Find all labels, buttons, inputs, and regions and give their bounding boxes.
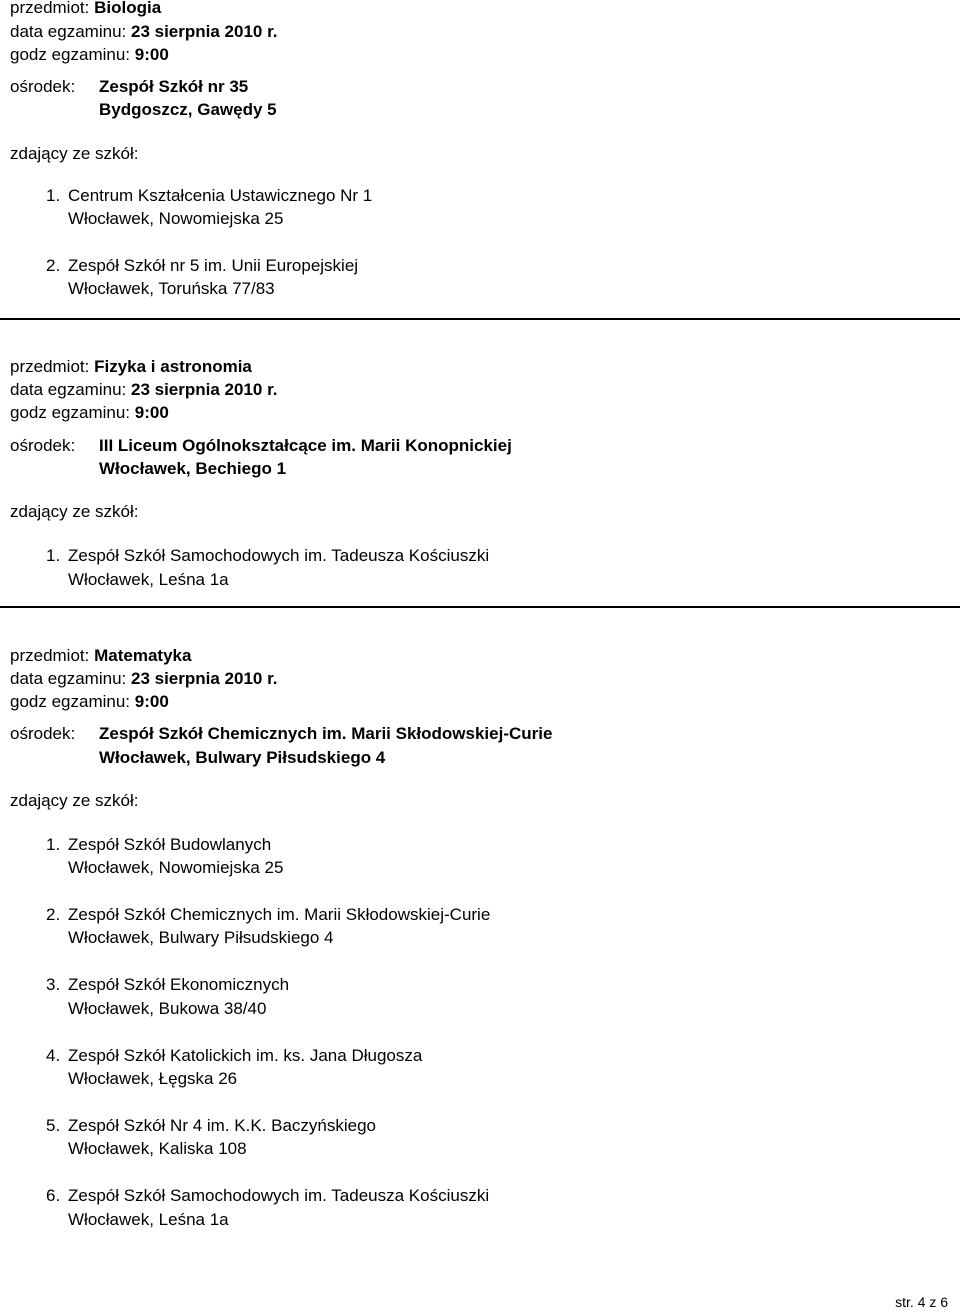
exam-time-label: godz egzaminu:	[10, 692, 131, 711]
exam-date-value: 23 sierpnia 2010 r.	[130, 380, 278, 399]
school-number: 1.	[46, 186, 61, 205]
school-address: Włocławek, Kaliska 108	[68, 1139, 247, 1158]
school-address: Włocławek, Toruńska 77/83	[68, 279, 275, 298]
exam-time-value: 9:00	[134, 45, 169, 64]
school-number: 1.	[46, 835, 61, 854]
exam-date-value: 23 sierpnia 2010 r.	[130, 669, 278, 688]
center-address: Bydgoszcz, Gawędy 5	[99, 100, 277, 119]
school-number: 6.	[46, 1186, 61, 1205]
page-number: str. 4 z 6	[895, 1294, 948, 1310]
exam-time-label: godz egzaminu:	[10, 45, 131, 64]
school-name: Zespół Szkół Nr 4 im. K.K. Baczyńskiego	[68, 1116, 377, 1135]
subject-value: Fizyka i astronomia	[94, 357, 252, 376]
exam-date-line	[10, 22, 277, 42]
school-number: 3.	[46, 975, 61, 994]
school-number: 2.	[46, 905, 61, 924]
school-address: Włocławek, Nowomiejska 25	[68, 209, 284, 228]
exam-time-value: 9:00	[134, 403, 169, 422]
center-name: Zespół Szkół nr 35	[99, 77, 249, 96]
exam-date-value: 23 sierpnia 2010 r.	[130, 22, 278, 41]
exam-time-line	[10, 692, 169, 712]
school-address: Włocławek, Bukowa 38/40	[68, 999, 267, 1018]
school-number: 1.	[46, 546, 61, 565]
subject-label: przedmiot:	[10, 646, 90, 665]
students-from-label: zdający ze szkół:	[10, 791, 139, 810]
school-address: Włocławek, Leśna 1a	[68, 570, 229, 589]
center-label: ośrodek:	[10, 724, 76, 743]
school-name: Centrum Kształcenia Ustawicznego Nr 1	[68, 186, 373, 205]
subject-value: Biologia	[94, 0, 162, 17]
subject-label: przedmiot:	[10, 357, 90, 376]
subject-label: przedmiot:	[10, 0, 90, 17]
subject-line	[10, 646, 191, 666]
exam-date-line	[10, 669, 277, 689]
exam-date-label: data egzaminu:	[10, 669, 127, 688]
school-address: Włocławek, Leśna 1a	[68, 1210, 229, 1229]
subject-line	[10, 0, 161, 18]
school-name: Zespół Szkół Budowlanych	[68, 835, 272, 854]
center-name: III Liceum Ogólnokształcące im. Marii Konopnickiej	[99, 436, 512, 455]
students-from-label: zdający ze szkół:	[10, 144, 139, 163]
exam-date-label: data egzaminu:	[10, 22, 127, 41]
subject-line	[10, 357, 252, 377]
school-name: Zespół Szkół Samochodowych im. Tadeusza Kościuszki	[68, 1186, 490, 1205]
school-name: Zespół Szkół Katolickich im. ks. Jana Długosza	[68, 1046, 423, 1065]
center-name: Zespół Szkół Chemicznych im. Marii Skłodowskiej-Curie	[99, 724, 553, 743]
center-address: Włocławek, Bechiego 1	[99, 459, 287, 478]
exam-time-line	[10, 403, 169, 423]
school-address: Włocławek, Nowomiejska 25	[68, 858, 284, 877]
school-number: 4.	[46, 1046, 61, 1065]
school-name: Zespół Szkół Samochodowych im. Tadeusza Kościuszki	[68, 546, 490, 565]
exam-time-label: godz egzaminu:	[10, 403, 131, 422]
school-name: Zespół Szkół nr 5 im. Unii Europejskiej	[68, 256, 359, 275]
exam-time-line	[10, 45, 169, 65]
exam-date-label: data egzaminu:	[10, 380, 127, 399]
center-label: ośrodek:	[10, 436, 76, 455]
exam-date-line	[10, 380, 277, 400]
school-number: 2.	[46, 256, 61, 275]
school-address: Włocławek, Bulwary Piłsudskiego 4	[68, 928, 334, 947]
section-divider	[0, 606, 960, 608]
school-name: Zespół Szkół Ekonomicznych	[68, 975, 290, 994]
school-name: Zespół Szkół Chemicznych im. Marii Skłodowskiej-Curie	[68, 905, 491, 924]
students-from-label: zdający ze szkół:	[10, 502, 139, 521]
school-number: 5.	[46, 1116, 61, 1135]
section-divider	[0, 318, 960, 320]
school-address: Włocławek, Łęgska 26	[68, 1069, 238, 1088]
center-label: ośrodek:	[10, 77, 76, 96]
exam-time-value: 9:00	[134, 692, 169, 711]
center-address: Włocławek, Bulwary Piłsudskiego 4	[99, 748, 386, 767]
subject-value: Matematyka	[94, 646, 192, 665]
